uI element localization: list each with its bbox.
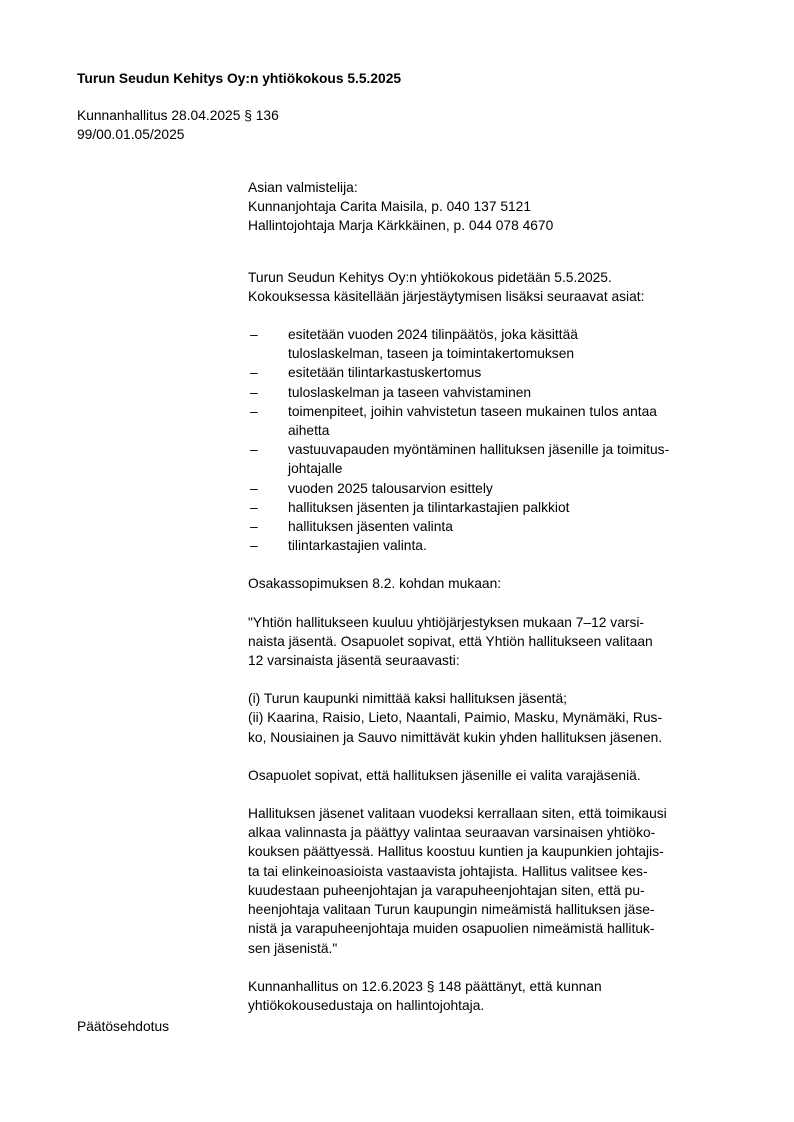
dash-bullet: –	[250, 384, 258, 400]
dash-bullet: –	[250, 365, 258, 381]
preparer-line: Hallintojohtaja Marja Kärkkäinen, p. 044 078 4670	[248, 218, 554, 234]
dash-bullet: –	[250, 499, 258, 515]
list-item: – tilintarkastajien valinta.	[248, 536, 738, 555]
dash-bullet: –	[250, 327, 258, 343]
intro-paragraph	[248, 268, 738, 306]
intro-line: Turun Seudun Kehitys Oy:n yhtiökokous pidetään 5.5.2025.	[248, 269, 612, 285]
preparers-label: Asian valmistelija:	[248, 180, 358, 195]
proposal-label: Päätösehdotus	[77, 1019, 170, 1034]
dash-bullet: –	[250, 442, 258, 458]
list-item: – hallituksen jäsenten valinta	[248, 517, 738, 536]
list-item: – esitetään tilintarkastuskertomus	[248, 363, 738, 382]
preparers-block	[248, 178, 738, 236]
document-title: Turun Seudun Kehitys Oy:n yhtiökokous 5.5.2025	[77, 71, 402, 86]
preparer-line: Kunnanjohtaja Carita Maisila, p. 040 137 5121	[248, 199, 532, 215]
list-item: – tuloslaskelman ja taseen vahvistaminen	[248, 383, 738, 402]
board-decision-paragraph: Kunnanhallitus on 12.6.2023 § 148 päättänyt, että kunnan yhtiökokousedustaja on hallintojohtaja.	[248, 978, 602, 1013]
agreement-paragraph: "Yhtiön hallitukseen kuuluu yhtiöjärjestyksen mukaan 7–12 varsi- naista jäsentä. Osapuolet sopivat, että Yhtiön hallitukseen valitaan 12 varsinaista jäsentä seuraavasti:	[248, 614, 653, 669]
body-column	[248, 178, 738, 1015]
agreement-paragraph: Hallituksen jäsenet valitaan vuodeksi kerrallaan siten, että toimikausi alkaa valinnasta ja päättyy valintaa seuraavan varsinaisen yhtiöko- kouksen päättyessä. Hallitus koostuu kuntien ja kaupunkien johtajis- ta tai elinkeinoasioista vastaavista johtajista. Hallitus valitsee kes- kuudestaan puheenjohtajan ja varapuheenjohtajan siten, että pu- heenjohtaja valitaan Turun kaupungin nimeämistä hallituksen jäse- nistä ja varapuheenjohtaja muiden osapuolien nimeämistä hallituk- sen jäsenistä."	[248, 806, 667, 956]
dash-bullet: –	[250, 519, 258, 535]
agreement-heading: Osakassopimuksen 8.2. kohdan mukaan:	[248, 576, 502, 592]
record-number: 99/00.01.05/2025	[77, 127, 185, 143]
agreement-paragraph: Osapuolet sopivat, että hallituksen jäsenille ei valita varajäseniä.	[248, 767, 641, 783]
list-item: – vuoden 2025 talousarvion esittely	[248, 479, 738, 498]
dash-bullet: –	[250, 403, 258, 419]
meeting-meta	[77, 106, 279, 144]
meeting-line: Kunnanhallitus 28.04.2025 § 136	[77, 108, 279, 123]
agreement-paragraph: (i) Turun kaupunki nimittää kaksi hallituksen jäsentä; (ii) Kaarina, Raisio, Lieto, Naantali, Paimio, Masku, Mynämäki, Rus- ko, Nousiainen ja Sauvo nimittävät kukin yhden hallituksen jäsenen.	[248, 691, 663, 745]
list-item: – esitetään vuoden 2024 tilinpäätös, joka käsittää tuloslaskelman, taseen ja toimintakertomuksen	[250, 327, 578, 362]
list-item: – vastuuvapauden myöntäminen hallituksen jäsenille ja toimitus- johtajalle	[250, 442, 670, 477]
intro-line: Kokouksessa käsitellään järjestäytymisen lisäksi seuraavat asiat:	[248, 288, 645, 304]
list-item: – hallituksen jäsenten ja tilintarkastajien palkkiot	[248, 498, 738, 517]
agenda-list	[248, 325, 738, 555]
dash-bullet: –	[250, 538, 258, 554]
list-item: – toimenpiteet, joihin vahvistetun taseen mukainen tulos antaa aihetta	[250, 403, 657, 439]
dash-bullet: –	[250, 480, 258, 496]
